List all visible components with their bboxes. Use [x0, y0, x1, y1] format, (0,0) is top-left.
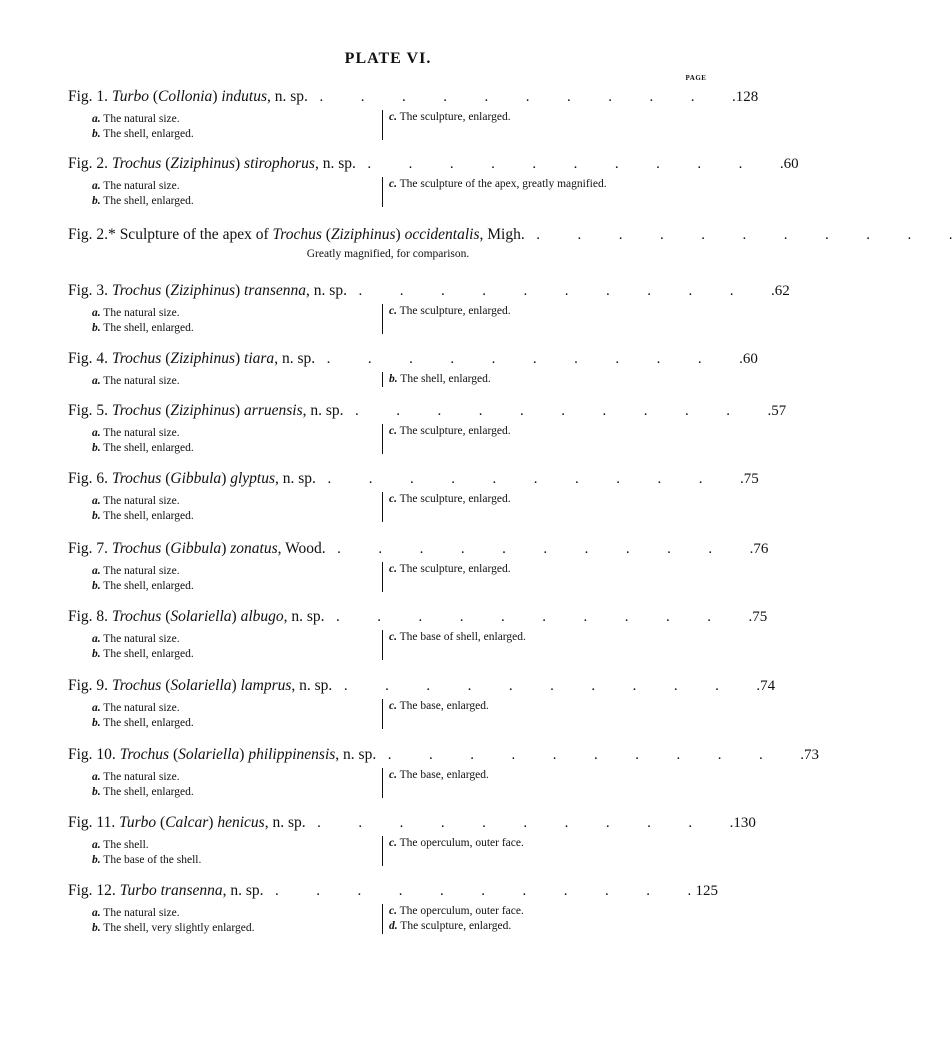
- item-letter: a.: [92, 113, 101, 125]
- leader-dots: . . . . . . . . . . .: [328, 609, 753, 625]
- page-number: 75: [743, 471, 759, 487]
- plate-item: [92, 579, 194, 594]
- item-text: The natural size.: [103, 375, 180, 387]
- plate-item: [389, 699, 489, 714]
- plate-items-left: [92, 179, 194, 209]
- plate-item: [92, 716, 194, 731]
- plate-item: [389, 424, 511, 439]
- plate-items-right: [382, 699, 489, 729]
- species-name: stirophorus: [244, 155, 315, 172]
- subgenus-name: Ziziphinus: [170, 350, 235, 367]
- item-letter: a.: [92, 839, 101, 851]
- genus-name: Trochus: [111, 470, 162, 487]
- item-letter: b.: [92, 580, 101, 592]
- plate-items-right: [382, 424, 511, 454]
- leader-dots: . . . . . . . . . . .: [267, 883, 692, 899]
- species-name: occidentalis: [404, 226, 480, 243]
- plate-item: [92, 321, 194, 336]
- plate-item: [92, 441, 194, 456]
- figure-heading: [68, 88, 759, 110]
- page-number: 128: [735, 89, 759, 105]
- figure-heading: [68, 882, 718, 904]
- plate-items-right: [382, 904, 524, 934]
- plate-item: [92, 701, 194, 716]
- plate-item: [92, 921, 254, 936]
- item-text: The shell, enlarged.: [103, 195, 194, 207]
- figure-heading: [68, 540, 769, 562]
- item-letter: a.: [92, 427, 101, 439]
- item-text: The sculpture, enlarged.: [399, 425, 511, 437]
- plate-item: [92, 179, 194, 194]
- item-letter: c.: [389, 769, 397, 781]
- plate-item: [389, 304, 511, 319]
- item-letter: c.: [389, 493, 397, 505]
- figure-heading: [68, 282, 790, 304]
- item-text: The base of shell, enlarged.: [399, 631, 526, 643]
- subgenus-name: Ziziphinus: [170, 402, 235, 419]
- plate-item: [389, 768, 489, 783]
- item-letter: b.: [92, 128, 101, 140]
- authority-suffix: , n. sp.: [306, 282, 347, 299]
- item-letter: c.: [389, 111, 397, 123]
- item-text: The shell, enlarged.: [103, 322, 194, 334]
- figure-heading: [68, 470, 759, 492]
- genus-name: Trochus: [111, 350, 162, 367]
- item-letter: a.: [92, 771, 101, 783]
- authority-suffix: , n. sp.: [314, 155, 356, 172]
- figure-title: Fig. 2.* Sculpture of the apex of Trochus (Ziziphinus) occidentalis, Migh.: [68, 226, 525, 243]
- item-letter: a.: [92, 180, 101, 192]
- leader-dots: . . . . . . . . . . .: [309, 815, 734, 831]
- item-text: The natural size.: [103, 427, 180, 439]
- figure-label: Fig. 10.: [68, 746, 116, 763]
- subgenus-name: Gibbula: [170, 470, 222, 487]
- authority-suffix: , n. sp.: [274, 350, 316, 367]
- page-number: 75: [752, 609, 768, 625]
- plate-item: [92, 374, 180, 389]
- plate-title: PLATE VI.: [344, 50, 432, 67]
- figure-title: Fig. 3. Trochus (Ziziphinus) transenna, n. sp.: [68, 282, 347, 299]
- plate-item: [92, 785, 194, 800]
- item-text: The shell, enlarged.: [103, 510, 194, 522]
- item-text: The shell, enlarged.: [103, 786, 194, 798]
- item-text: The sculpture, enlarged.: [400, 920, 512, 932]
- plate-item: [389, 492, 511, 507]
- plate-item: [92, 853, 201, 868]
- figure-label: Fig. 2.: [68, 155, 109, 172]
- item-text: The sculpture, enlarged.: [399, 111, 511, 123]
- figure-label: Fig. 7.: [68, 540, 109, 557]
- item-text: The natural size.: [103, 565, 180, 577]
- figure-heading: [68, 155, 799, 177]
- subgenus-name: Solariella: [170, 677, 232, 694]
- plate-item: [92, 194, 194, 209]
- species-name: henicus: [217, 814, 265, 831]
- plate-item: [92, 838, 201, 853]
- plate-item: [92, 564, 194, 579]
- figure-label: Fig. 8.: [68, 608, 109, 625]
- item-letter: c.: [389, 631, 397, 643]
- figure-title: Fig. 5. Trochus (Ziziphinus) arruensis, n. sp.: [68, 402, 344, 419]
- plate-items-right: [382, 110, 511, 140]
- item-letter: b.: [92, 648, 101, 660]
- item-letter: d.: [389, 920, 398, 932]
- item-text: The shell, enlarged.: [103, 648, 194, 660]
- item-text: The natural size.: [103, 495, 180, 507]
- leader-dots: . . . . . . . . . . .: [319, 471, 744, 487]
- subgenus-name: Ziziphinus: [330, 226, 396, 243]
- leader-dots: . . . . . . . . . . .: [319, 351, 743, 367]
- figure-title: Fig. 10. Trochus (Solariella) philippinensis, n. sp.: [68, 746, 377, 763]
- figure-heading: [68, 226, 952, 248]
- item-letter: b.: [92, 195, 101, 207]
- genus-name: Trochus: [111, 402, 162, 419]
- figure-title: Fig. 6. Trochus (Gibbula) glyptus, n. sp.: [68, 470, 316, 487]
- plate-item: [92, 306, 194, 321]
- plate-items-left: [92, 838, 201, 868]
- plate-items-left: [92, 374, 180, 389]
- plate-items-left: [92, 306, 194, 336]
- species-name: glyptus: [230, 470, 276, 487]
- figure-title: Fig. 1. Turbo (Collonia) indutus, n. sp.: [68, 88, 308, 105]
- plate-item: [92, 112, 194, 127]
- item-letter: c.: [389, 563, 397, 575]
- item-letter: c.: [389, 905, 397, 917]
- item-letter: b.: [92, 442, 101, 454]
- authority-suffix: , Migh.: [479, 226, 525, 243]
- item-text: The base, enlarged.: [399, 700, 489, 712]
- plate-item: [92, 770, 194, 785]
- species-name: tiara: [244, 350, 275, 367]
- item-letter: c.: [389, 305, 397, 317]
- plate-items-left: [92, 770, 194, 800]
- item-text: The natural size.: [103, 907, 180, 919]
- species-name: philippinensis: [248, 746, 336, 763]
- item-text: The shell.: [103, 839, 149, 851]
- species-name: indutus: [221, 88, 268, 105]
- species-name: albugo: [240, 608, 284, 625]
- item-text: The shell, enlarged.: [400, 373, 491, 385]
- item-text: The operculum, outer face.: [399, 837, 524, 849]
- genus-name: Turbo: [119, 814, 157, 831]
- item-letter: b.: [92, 922, 101, 934]
- item-text: The sculpture, enlarged.: [399, 305, 511, 317]
- page-number: 60: [783, 156, 799, 172]
- plate-items-right: [382, 562, 511, 592]
- plate-item: [389, 919, 524, 934]
- item-letter: c.: [389, 700, 397, 712]
- item-text: The natural size.: [103, 633, 180, 645]
- genus-name: Trochus: [111, 608, 162, 625]
- subgenus-name: Solariella: [170, 608, 232, 625]
- figure-heading: [68, 402, 787, 424]
- figure-title: Fig. 7. Trochus (Gibbula) zonatus, Wood.: [68, 540, 326, 557]
- genus-name: Trochus: [272, 226, 322, 243]
- genus-name: Trochus: [119, 746, 170, 763]
- plate-item: [92, 426, 194, 441]
- figure-title: [68, 882, 264, 900]
- authority-suffix: , n. sp.: [335, 746, 377, 763]
- authority-suffix: , n. sp.: [283, 608, 325, 625]
- leader-dots: . . . . . . . . . . .: [528, 227, 952, 243]
- page-column-header: PAGE: [685, 74, 707, 82]
- figure-label: Fig. 5.: [68, 402, 109, 419]
- page-number: 62: [774, 283, 790, 299]
- leader-dots: . . . . . . . . . . .: [347, 403, 772, 419]
- plate-item: [92, 509, 194, 524]
- figure-label: Fig. 1.: [68, 88, 109, 105]
- item-letter: b.: [92, 854, 101, 866]
- figure-label: Fig. 11.: [68, 814, 116, 831]
- page-number: 57: [771, 403, 787, 419]
- item-letter: b.: [92, 786, 101, 798]
- item-text: The natural size.: [103, 180, 180, 192]
- subgenus-name: Calcar: [165, 814, 209, 831]
- leader-dots: . . . . . . . . . . .: [380, 747, 804, 763]
- item-text: The base, enlarged.: [399, 769, 489, 781]
- subgenus-name: Solariella: [178, 746, 240, 763]
- plate-items-right: [382, 836, 524, 866]
- plate-items-right: [382, 372, 491, 387]
- item-letter: a.: [92, 907, 101, 919]
- figure-label: Fig. 3.: [68, 282, 109, 299]
- item-text: The operculum, outer face.: [399, 905, 524, 917]
- plate-items-left: [92, 906, 254, 936]
- item-letter: a.: [92, 565, 101, 577]
- item-text: The shell, enlarged.: [103, 442, 194, 454]
- genus-name: Trochus: [111, 155, 162, 172]
- figure-heading: [68, 814, 756, 836]
- plate-items-left: [92, 426, 194, 456]
- species-name: lamprus: [240, 677, 292, 694]
- figure-title: Fig. 9. Trochus (Solariella) lamprus, n. sp.: [68, 677, 333, 694]
- item-text: The shell, enlarged.: [103, 580, 194, 592]
- plate-items-right: [382, 304, 511, 334]
- page-number: 130: [733, 815, 756, 831]
- figure-label: Fig. 9.: [68, 677, 109, 694]
- figure-label: Fig. 6.: [68, 470, 109, 487]
- plate-item: [92, 906, 254, 921]
- item-letter: a.: [92, 633, 101, 645]
- item-text: The natural size.: [103, 113, 180, 125]
- item-text: The natural size.: [103, 702, 180, 714]
- plate-item: [389, 562, 511, 577]
- item-text: The base of the shell.: [103, 854, 202, 866]
- figure-note: Greatly magnified, for comparison.: [306, 248, 470, 260]
- plate-item: [389, 110, 511, 125]
- figure-title: Fig. 2. Trochus (Ziziphinus) stirophorus, n. sp.: [68, 155, 356, 172]
- plate-items-left: [92, 701, 194, 731]
- figure-heading: [68, 677, 776, 699]
- plate-items-right: [382, 177, 607, 207]
- page-number: 76: [753, 541, 769, 557]
- figure-label: Fig. 4.: [68, 350, 109, 367]
- item-text: The natural size.: [103, 771, 180, 783]
- species-name: zonatus: [230, 540, 278, 557]
- subgenus-name: Ziziphinus: [170, 282, 235, 299]
- genus-name: Turbo: [119, 882, 157, 899]
- authority-suffix: , n. sp.: [264, 814, 306, 831]
- figure-description: Sculpture of the apex of: [119, 226, 273, 243]
- figure-title: Fig. 8. Trochus (Solariella) albugo, n. sp.: [68, 608, 325, 625]
- item-text: The shell, very slightly enlarged.: [103, 922, 255, 934]
- species-name: transenna: [244, 282, 307, 299]
- figure-heading: [68, 608, 768, 630]
- item-letter: b.: [389, 373, 398, 385]
- authority-suffix: , n. sp.: [302, 402, 344, 419]
- leader-dots: . . . . . . . . . . .: [359, 156, 784, 172]
- species-name: transenna: [160, 882, 223, 899]
- genus-name: Trochus: [111, 540, 162, 557]
- page-number: 74: [760, 678, 776, 694]
- leader-dots: . . . . . . . . . . .: [329, 541, 754, 557]
- authority-suffix: , Wood.: [277, 540, 326, 557]
- genus-name: Trochus: [111, 282, 162, 299]
- plate-items-left: [92, 112, 194, 142]
- item-letter: a.: [92, 375, 101, 387]
- genus-name: Trochus: [111, 677, 162, 694]
- genus-name: Turbo: [111, 88, 149, 105]
- subgenus-name: Gibbula: [170, 540, 222, 557]
- item-letter: b.: [92, 510, 101, 522]
- subgenus-name: Ziziphinus: [170, 155, 235, 172]
- figure-title: Fig. 4. Trochus (Ziziphinus) tiara, n. sp.: [68, 350, 316, 367]
- item-text: The sculpture of the apex, greatly magnified.: [399, 178, 607, 190]
- page-number: 60: [742, 351, 758, 367]
- figure-label: Fig. 12.: [68, 882, 116, 899]
- plate-item: [92, 647, 194, 662]
- figure-heading: [68, 350, 758, 372]
- plate-items-left: [92, 564, 194, 594]
- item-letter: c.: [389, 178, 397, 190]
- item-letter: a.: [92, 495, 101, 507]
- plate-items-right: [382, 492, 511, 522]
- figure-title: Fig. 11. Turbo (Calcar) henicus, n. sp.: [68, 814, 306, 831]
- item-letter: b.: [92, 322, 101, 334]
- plate-item: [389, 372, 491, 387]
- plate-items-right: [382, 768, 489, 798]
- leader-dots: . . . . . . . . . . .: [311, 89, 736, 105]
- plate-item: [92, 494, 194, 509]
- plate-item: [92, 632, 194, 647]
- authority-suffix: , n. sp.: [275, 470, 316, 487]
- figure-heading: [68, 746, 819, 768]
- subgenus-name: Collonia: [158, 88, 213, 105]
- page-number: 125: [695, 883, 718, 899]
- item-letter: b.: [92, 717, 101, 729]
- plate-item: [389, 836, 524, 851]
- species-name: arruensis: [244, 402, 303, 419]
- authority-suffix: , n. sp.: [291, 677, 333, 694]
- leader-dots: . . . . . . . . . . .: [350, 283, 775, 299]
- item-letter: a.: [92, 307, 101, 319]
- plate-item: [92, 127, 194, 142]
- item-text: The shell, enlarged.: [103, 128, 194, 140]
- leader-dots: . . . . . . . . . . .: [336, 678, 761, 694]
- figure-label: Fig. 2.*: [68, 226, 116, 243]
- item-text: The sculpture, enlarged.: [399, 563, 511, 575]
- plate-item: [389, 177, 607, 192]
- item-text: The shell, enlarged.: [103, 717, 194, 729]
- authority-suffix: , n. sp.: [267, 88, 308, 105]
- authority-suffix: , n. sp.: [222, 882, 264, 899]
- page-number: 73: [803, 747, 819, 763]
- item-letter: c.: [389, 837, 397, 849]
- plate-item: [389, 904, 524, 919]
- plate-items-right: [382, 630, 526, 660]
- item-text: The natural size.: [103, 307, 180, 319]
- plate-items-left: [92, 632, 194, 662]
- item-letter: a.: [92, 702, 101, 714]
- item-letter: c.: [389, 425, 397, 437]
- plate-items-left: [92, 494, 194, 524]
- item-text: The sculpture, enlarged.: [399, 493, 511, 505]
- plate-item: [389, 630, 526, 645]
